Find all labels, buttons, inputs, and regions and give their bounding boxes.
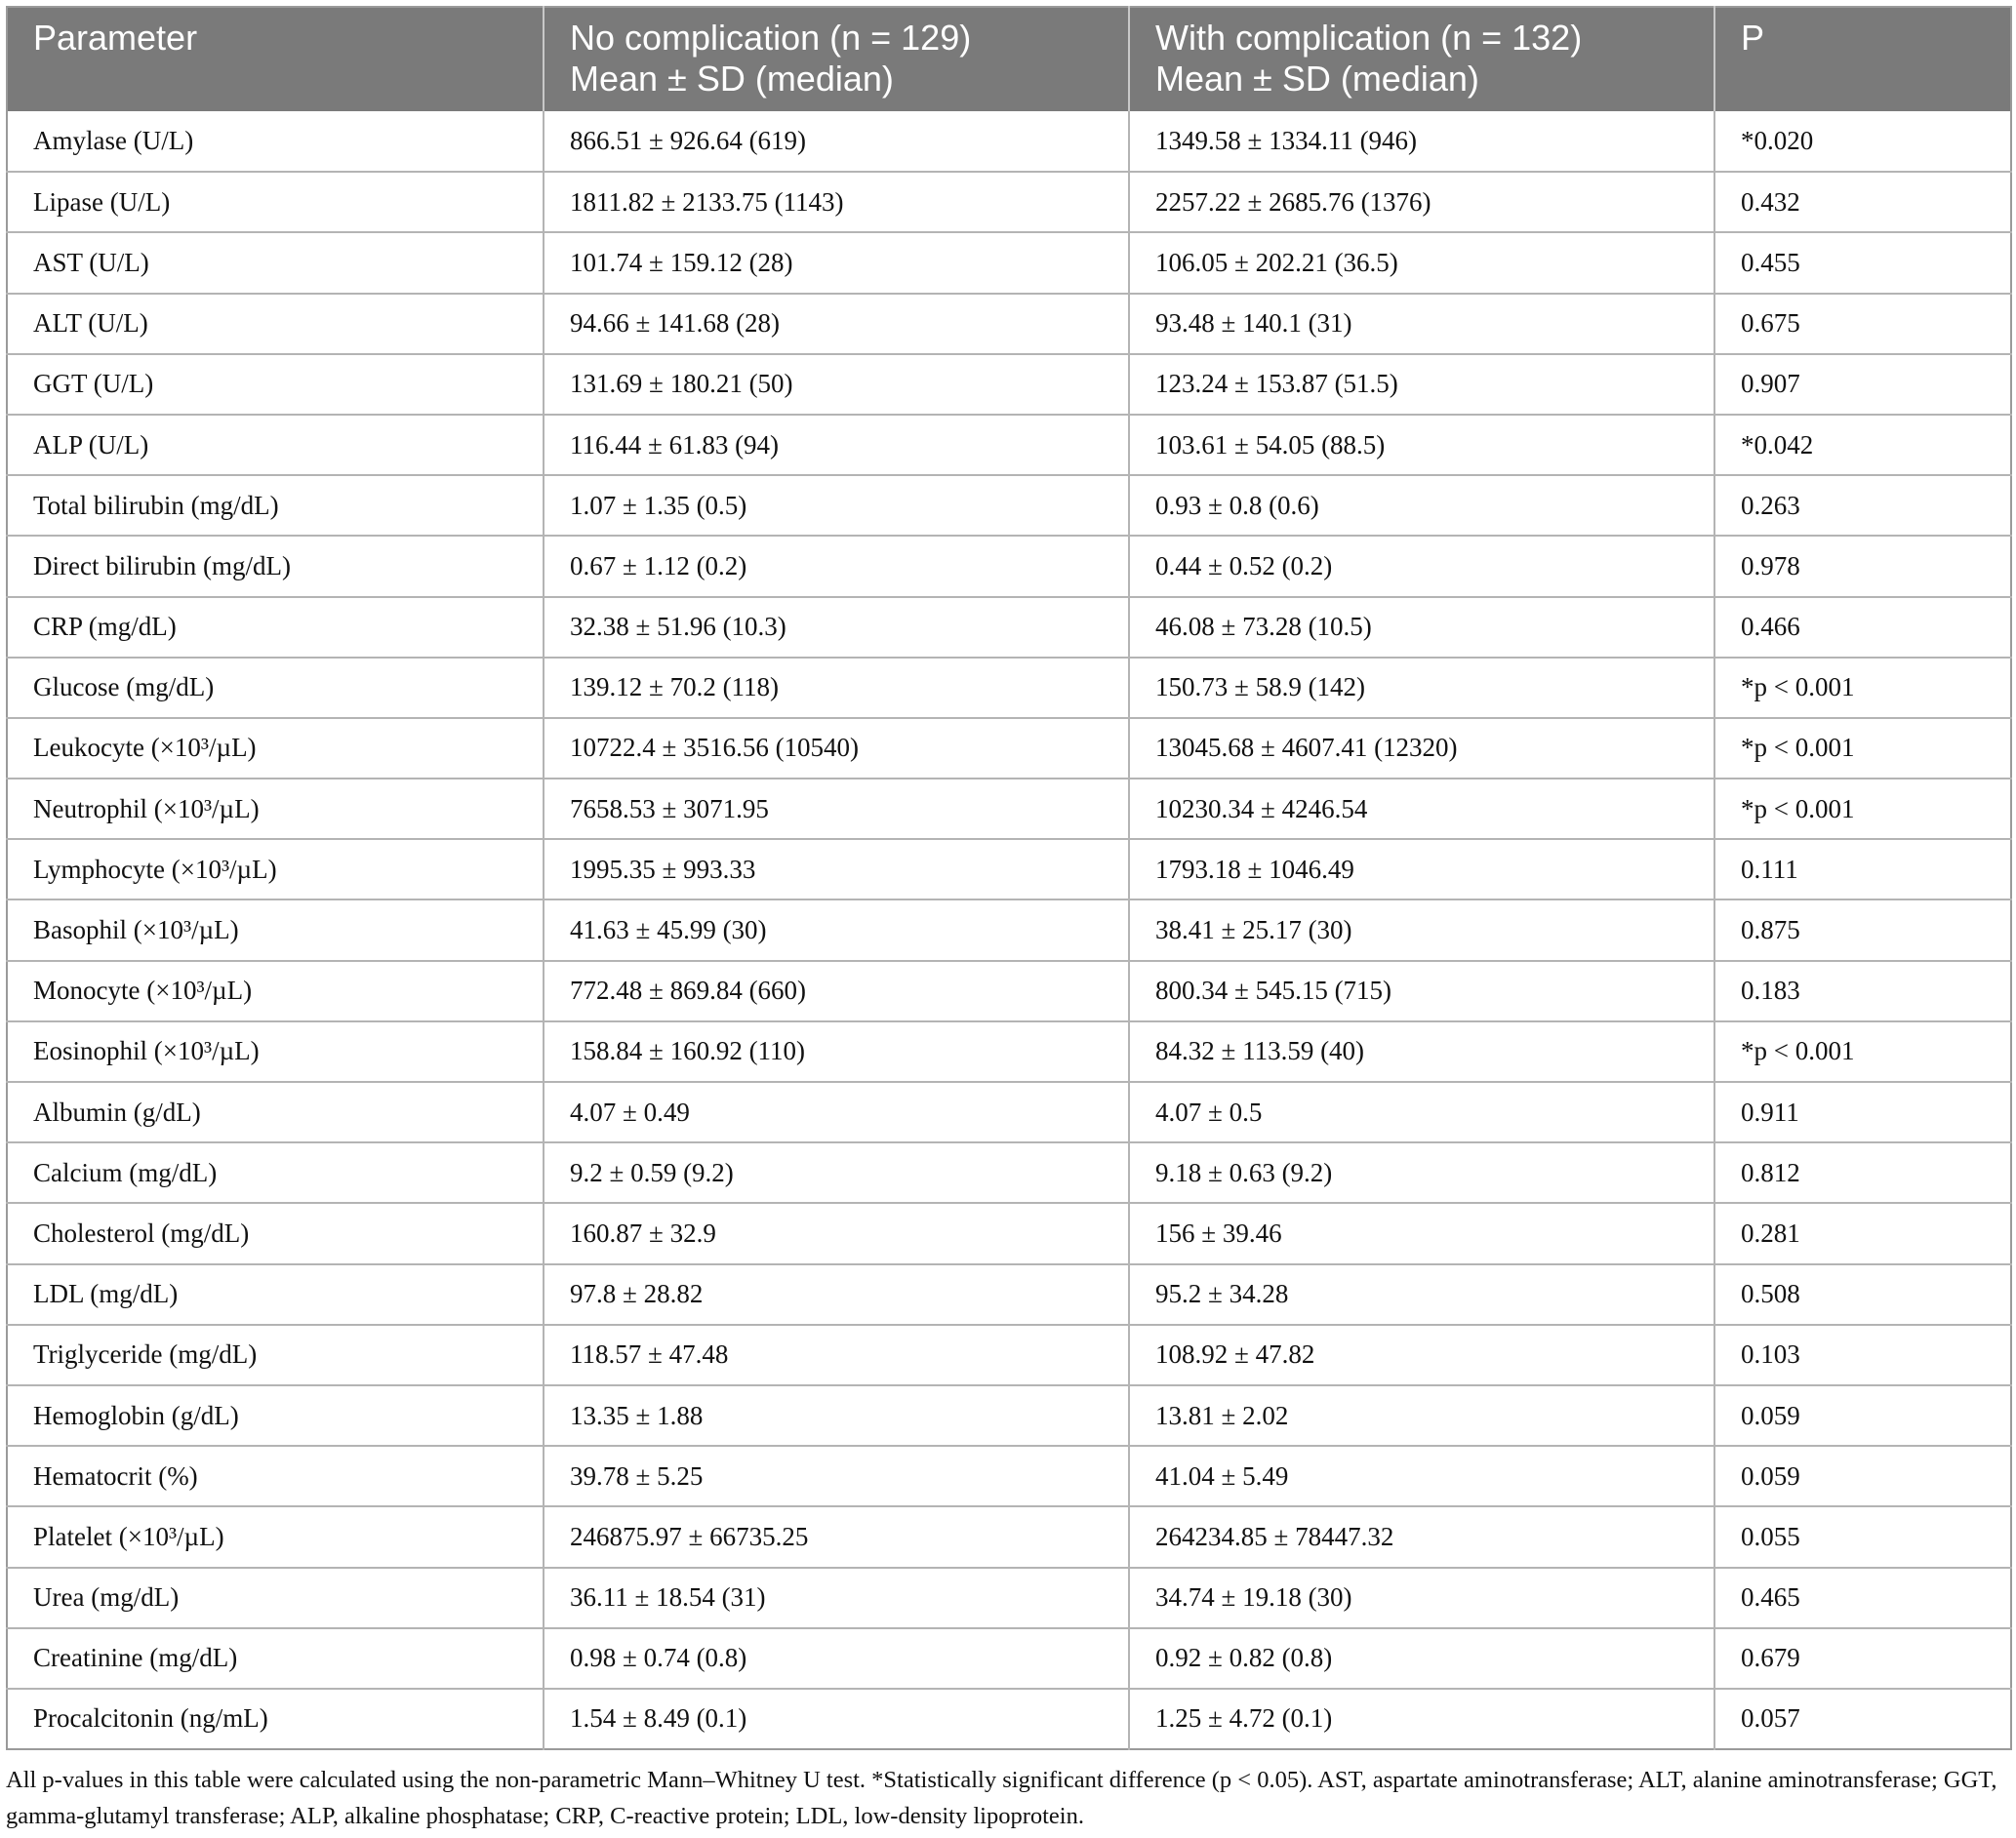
table-row — [7, 597, 2011, 658]
cell-with-complication: 84.32 ± 113.59 (40) — [1129, 1021, 1714, 1082]
cell-no-complication: 160.87 ± 32.9 — [544, 1203, 1129, 1263]
table-header-row — [7, 7, 2011, 111]
cell-parameter: Lipase (U/L) — [7, 172, 544, 232]
cell-parameter: Lymphocyte (×10³/µL) — [7, 839, 544, 899]
header-line1: Parameter — [33, 18, 198, 58]
cell-with-complication: 106.05 ± 202.21 (36.5) — [1129, 232, 1714, 293]
cell-p-value: 0.875 — [1714, 899, 2011, 960]
cell-parameter: Platelet (×10³/µL) — [7, 1506, 544, 1567]
cell-with-complication: 264234.85 ± 78447.32 — [1129, 1506, 1714, 1567]
cell-parameter: ALT (U/L) — [7, 294, 544, 354]
cell-no-complication: 1.07 ± 1.35 (0.5) — [544, 475, 1129, 536]
cell-parameter: Cholesterol (mg/dL) — [7, 1203, 544, 1263]
cell-no-complication: 866.51 ± 926.64 (619) — [544, 111, 1129, 172]
cell-parameter: Amylase (U/L) — [7, 111, 544, 172]
cell-p-value: 0.432 — [1714, 172, 2011, 232]
cell-p-value: *p < 0.001 — [1714, 718, 2011, 779]
cell-no-complication: 39.78 ± 5.25 — [544, 1446, 1129, 1506]
cell-p-value: 0.183 — [1714, 961, 2011, 1021]
cell-parameter: Glucose (mg/dL) — [7, 658, 544, 718]
cell-with-complication: 41.04 ± 5.49 — [1129, 1446, 1714, 1506]
table-row — [7, 1628, 2011, 1689]
table-row — [7, 1689, 2011, 1749]
table-row — [7, 1325, 2011, 1385]
cell-parameter: Eosinophil (×10³/µL) — [7, 1021, 544, 1082]
cell-p-value: *0.020 — [1714, 111, 2011, 172]
cell-parameter: Urea (mg/dL) — [7, 1568, 544, 1628]
cell-p-value: 0.111 — [1714, 839, 2011, 899]
cell-with-complication: 150.73 ± 58.9 (142) — [1129, 658, 1714, 718]
cell-p-value: *0.042 — [1714, 415, 2011, 475]
cell-with-complication: 103.61 ± 54.05 (88.5) — [1129, 415, 1714, 475]
cell-with-complication: 108.92 ± 47.82 — [1129, 1325, 1714, 1385]
cell-parameter: Total bilirubin (mg/dL) — [7, 475, 544, 536]
cell-p-value: 0.508 — [1714, 1264, 2011, 1325]
table-row — [7, 899, 2011, 960]
table-row — [7, 354, 2011, 415]
cell-no-complication: 158.84 ± 160.92 (110) — [544, 1021, 1129, 1082]
table-row — [7, 718, 2011, 779]
header-line1: With complication (n = 132) — [1155, 18, 1583, 58]
cell-parameter: Triglyceride (mg/dL) — [7, 1325, 544, 1385]
cell-with-complication: 0.92 ± 0.82 (0.8) — [1129, 1628, 1714, 1689]
cell-no-complication: 1811.82 ± 2133.75 (1143) — [544, 172, 1129, 232]
cell-with-complication: 93.48 ± 140.1 (31) — [1129, 294, 1714, 354]
cell-with-complication: 1793.18 ± 1046.49 — [1129, 839, 1714, 899]
cell-with-complication: 123.24 ± 153.87 (51.5) — [1129, 354, 1714, 415]
table-row — [7, 475, 2011, 536]
cell-p-value: 0.059 — [1714, 1446, 2011, 1506]
cell-p-value: 0.675 — [1714, 294, 2011, 354]
table-row — [7, 1203, 2011, 1263]
cell-parameter: Hemoglobin (g/dL) — [7, 1385, 544, 1446]
cell-no-complication: 246875.97 ± 66735.25 — [544, 1506, 1129, 1567]
cell-no-complication: 36.11 ± 18.54 (31) — [544, 1568, 1129, 1628]
cell-no-complication: 10722.4 ± 3516.56 (10540) — [544, 718, 1129, 779]
table-row — [7, 1021, 2011, 1082]
cell-p-value: *p < 0.001 — [1714, 658, 2011, 718]
cell-p-value: *p < 0.001 — [1714, 1021, 2011, 1082]
cell-no-complication: 4.07 ± 0.49 — [544, 1082, 1129, 1142]
cell-parameter: LDL (mg/dL) — [7, 1264, 544, 1325]
table-row — [7, 779, 2011, 839]
cell-no-complication: 139.12 ± 70.2 (118) — [544, 658, 1129, 718]
table-row — [7, 111, 2011, 172]
cell-p-value: 0.907 — [1714, 354, 2011, 415]
cell-p-value: 0.465 — [1714, 1568, 2011, 1628]
cell-p-value: 0.679 — [1714, 1628, 2011, 1689]
table-row — [7, 294, 2011, 354]
cell-parameter: Creatinine (mg/dL) — [7, 1628, 544, 1689]
table-row — [7, 961, 2011, 1021]
cell-with-complication: 800.34 ± 545.15 (715) — [1129, 961, 1714, 1021]
cell-no-complication: 97.8 ± 28.82 — [544, 1264, 1129, 1325]
cell-parameter: Hematocrit (%) — [7, 1446, 544, 1506]
table-row — [7, 1506, 2011, 1567]
table-row — [7, 1385, 2011, 1446]
cell-parameter: Leukocyte (×10³/µL) — [7, 718, 544, 779]
table-footnote: All p-values in this table were calculated using the non-parametric Mann–Whitney U test. *Statistically significant difference (p < 0.05). AST, aspartate aminotransferase; ALT, alanine aminotransferase; GGT, gamma-glutamyl transferase; ALP, alkaline phosphatase; CRP, C-reactive protein; LDL, low-density lipoprotein. — [6, 1767, 1997, 1829]
table-row — [7, 1264, 2011, 1325]
cell-no-complication: 9.2 ± 0.59 (9.2) — [544, 1142, 1129, 1203]
cell-p-value: 0.978 — [1714, 536, 2011, 596]
cell-p-value: 0.263 — [1714, 475, 2011, 536]
cell-p-value: *p < 0.001 — [1714, 779, 2011, 839]
table-row — [7, 1446, 2011, 1506]
cell-no-complication: 118.57 ± 47.48 — [544, 1325, 1129, 1385]
cell-parameter: Albumin (g/dL) — [7, 1082, 544, 1142]
cell-p-value: 0.466 — [1714, 597, 2011, 658]
cell-with-complication: 4.07 ± 0.5 — [1129, 1082, 1714, 1142]
cell-no-complication: 32.38 ± 51.96 (10.3) — [544, 597, 1129, 658]
table-container — [6, 6, 2010, 1750]
cell-with-complication: 9.18 ± 0.63 (9.2) — [1129, 1142, 1714, 1203]
cell-with-complication: 38.41 ± 25.17 (30) — [1129, 899, 1714, 960]
table-row — [7, 1568, 2011, 1628]
table-row — [7, 839, 2011, 899]
cell-p-value: 0.055 — [1714, 1506, 2011, 1567]
table-row — [7, 1082, 2011, 1142]
cell-p-value: 0.103 — [1714, 1325, 2011, 1385]
cell-with-complication: 1349.58 ± 1334.11 (946) — [1129, 111, 1714, 172]
cell-p-value: 0.059 — [1714, 1385, 2011, 1446]
cell-parameter: Procalcitonin (ng/mL) — [7, 1689, 544, 1749]
cell-parameter: ALP (U/L) — [7, 415, 544, 475]
cell-p-value: 0.812 — [1714, 1142, 2011, 1203]
cell-parameter: AST (U/L) — [7, 232, 544, 293]
header-no-complication — [544, 7, 1129, 111]
cell-no-complication: 0.67 ± 1.12 (0.2) — [544, 536, 1129, 596]
cell-no-complication: 41.63 ± 45.99 (30) — [544, 899, 1129, 960]
cell-no-complication: 7658.53 ± 3071.95 — [544, 779, 1129, 839]
cell-with-complication: 34.74 ± 19.18 (30) — [1129, 1568, 1714, 1628]
cell-no-complication: 1995.35 ± 993.33 — [544, 839, 1129, 899]
cell-p-value: 0.911 — [1714, 1082, 2011, 1142]
cell-parameter: Calcium (mg/dL) — [7, 1142, 544, 1203]
cell-with-complication: 46.08 ± 73.28 (10.5) — [1129, 597, 1714, 658]
cell-parameter: CRP (mg/dL) — [7, 597, 544, 658]
cell-with-complication: 2257.22 ± 2685.76 (1376) — [1129, 172, 1714, 232]
cell-with-complication: 0.44 ± 0.52 (0.2) — [1129, 536, 1714, 596]
header-line1: No complication (n = 129) — [570, 18, 972, 58]
cell-with-complication: 0.93 ± 0.8 (0.6) — [1129, 475, 1714, 536]
cell-with-complication: 1.25 ± 4.72 (0.1) — [1129, 1689, 1714, 1749]
cell-p-value: 0.281 — [1714, 1203, 2011, 1263]
cell-p-value: 0.455 — [1714, 232, 2011, 293]
header-line2: Mean ± SD (median) — [570, 59, 894, 99]
table-row — [7, 415, 2011, 475]
header-with-complication — [1129, 7, 1714, 111]
cell-with-complication: 156 ± 39.46 — [1129, 1203, 1714, 1263]
header-p-value — [1714, 7, 2011, 111]
cell-no-complication: 94.66 ± 141.68 (28) — [544, 294, 1129, 354]
cell-no-complication: 131.69 ± 180.21 (50) — [544, 354, 1129, 415]
cell-with-complication: 13.81 ± 2.02 — [1129, 1385, 1714, 1446]
header-parameter — [7, 7, 544, 111]
cell-no-complication: 13.35 ± 1.88 — [544, 1385, 1129, 1446]
table-row — [7, 536, 2011, 596]
header-line2: Mean ± SD (median) — [1155, 59, 1479, 99]
cell-parameter: Neutrophil (×10³/µL) — [7, 779, 544, 839]
lab-parameters-table — [6, 6, 2012, 1750]
table-row — [7, 172, 2011, 232]
cell-parameter: Direct bilirubin (mg/dL) — [7, 536, 544, 596]
cell-p-value: 0.057 — [1714, 1689, 2011, 1749]
cell-parameter: Basophil (×10³/µL) — [7, 899, 544, 960]
table-row — [7, 232, 2011, 293]
cell-no-complication: 116.44 ± 61.83 (94) — [544, 415, 1129, 475]
table-row — [7, 1142, 2011, 1203]
cell-no-complication: 0.98 ± 0.74 (0.8) — [544, 1628, 1129, 1689]
header-line1: P — [1741, 18, 1765, 58]
cell-parameter: GGT (U/L) — [7, 354, 544, 415]
cell-with-complication: 13045.68 ± 4607.41 (12320) — [1129, 718, 1714, 779]
table-body — [7, 111, 2011, 1749]
cell-with-complication: 95.2 ± 34.28 — [1129, 1264, 1714, 1325]
cell-no-complication: 1.54 ± 8.49 (0.1) — [544, 1689, 1129, 1749]
cell-no-complication: 101.74 ± 159.12 (28) — [544, 232, 1129, 293]
cell-no-complication: 772.48 ± 869.84 (660) — [544, 961, 1129, 1021]
cell-with-complication: 10230.34 ± 4246.54 — [1129, 779, 1714, 839]
table-row — [7, 658, 2011, 718]
cell-parameter: Monocyte (×10³/µL) — [7, 961, 544, 1021]
